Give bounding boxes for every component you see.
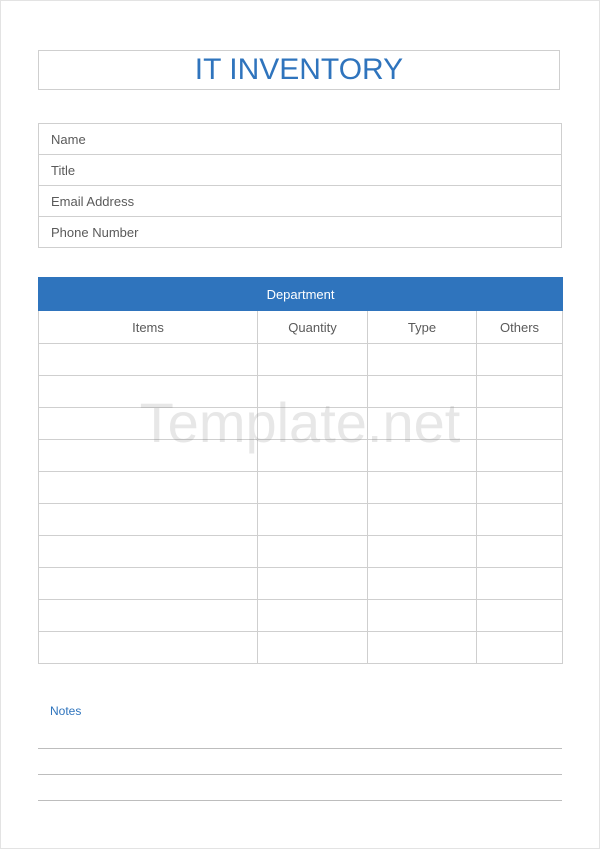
note-line[interactable]: [38, 800, 562, 801]
column-header-quantity: Quantity: [258, 311, 368, 344]
table-row: [39, 408, 563, 440]
table-row: [39, 536, 563, 568]
title-field[interactable]: Title: [39, 155, 562, 186]
others-cell[interactable]: [477, 440, 563, 472]
type-cell[interactable]: [368, 408, 477, 440]
items-cell[interactable]: [39, 440, 258, 472]
type-cell[interactable]: [368, 536, 477, 568]
table-row: [39, 632, 563, 664]
note-line[interactable]: [38, 774, 562, 775]
others-cell[interactable]: [477, 600, 563, 632]
others-cell[interactable]: [477, 504, 563, 536]
items-cell[interactable]: [39, 472, 258, 504]
type-cell[interactable]: [368, 344, 477, 376]
quantity-cell[interactable]: [258, 376, 368, 408]
others-cell[interactable]: [477, 632, 563, 664]
quantity-cell[interactable]: [258, 632, 368, 664]
name-field[interactable]: Name: [39, 124, 562, 155]
others-cell[interactable]: [477, 408, 563, 440]
column-header-items: Items: [39, 311, 258, 344]
column-header-others: Others: [477, 311, 563, 344]
items-cell[interactable]: [39, 376, 258, 408]
items-cell[interactable]: [39, 600, 258, 632]
others-cell[interactable]: [477, 472, 563, 504]
items-cell[interactable]: [39, 344, 258, 376]
table-row: [39, 600, 563, 632]
table-row: [39, 344, 563, 376]
table-row: [39, 472, 563, 504]
type-cell[interactable]: [368, 440, 477, 472]
items-cell[interactable]: [39, 408, 258, 440]
page-title: IT INVENTORY: [194, 53, 404, 86]
quantity-cell[interactable]: [258, 536, 368, 568]
table-row: [39, 376, 563, 408]
type-cell[interactable]: [368, 568, 477, 600]
watermark: Template.net: [139, 391, 461, 454]
notes-label: Notes: [50, 704, 82, 718]
note-line[interactable]: [38, 748, 562, 749]
others-cell[interactable]: [477, 568, 563, 600]
items-cell[interactable]: [39, 632, 258, 664]
quantity-cell[interactable]: [258, 440, 368, 472]
department-header: Department: [39, 278, 563, 311]
info-row-title: [39, 155, 562, 186]
type-cell[interactable]: [368, 600, 477, 632]
others-cell[interactable]: [477, 344, 563, 376]
type-cell[interactable]: [368, 504, 477, 536]
table-row: [39, 440, 563, 472]
type-cell[interactable]: [368, 376, 477, 408]
info-row-phone: [39, 217, 562, 248]
items-cell[interactable]: [39, 504, 258, 536]
column-header-type: Type: [368, 311, 477, 344]
info-row-email: [39, 186, 562, 217]
table-row: [39, 504, 563, 536]
email-field[interactable]: Email Address: [39, 186, 562, 217]
quantity-cell[interactable]: [258, 472, 368, 504]
type-cell[interactable]: [368, 632, 477, 664]
info-row-name: [39, 124, 562, 155]
others-cell[interactable]: [477, 376, 563, 408]
quantity-cell[interactable]: [258, 408, 368, 440]
inventory-body: [39, 344, 563, 664]
inventory-table: [38, 277, 563, 664]
items-cell[interactable]: [39, 568, 258, 600]
items-cell[interactable]: [39, 536, 258, 568]
others-cell[interactable]: [477, 536, 563, 568]
quantity-cell[interactable]: [258, 568, 368, 600]
contact-info-table: [38, 123, 562, 248]
quantity-cell[interactable]: [258, 344, 368, 376]
quantity-cell[interactable]: [258, 600, 368, 632]
table-row: [39, 568, 563, 600]
quantity-cell[interactable]: [258, 504, 368, 536]
phone-field[interactable]: Phone Number: [39, 217, 562, 248]
title-box: [38, 50, 560, 90]
type-cell[interactable]: [368, 472, 477, 504]
